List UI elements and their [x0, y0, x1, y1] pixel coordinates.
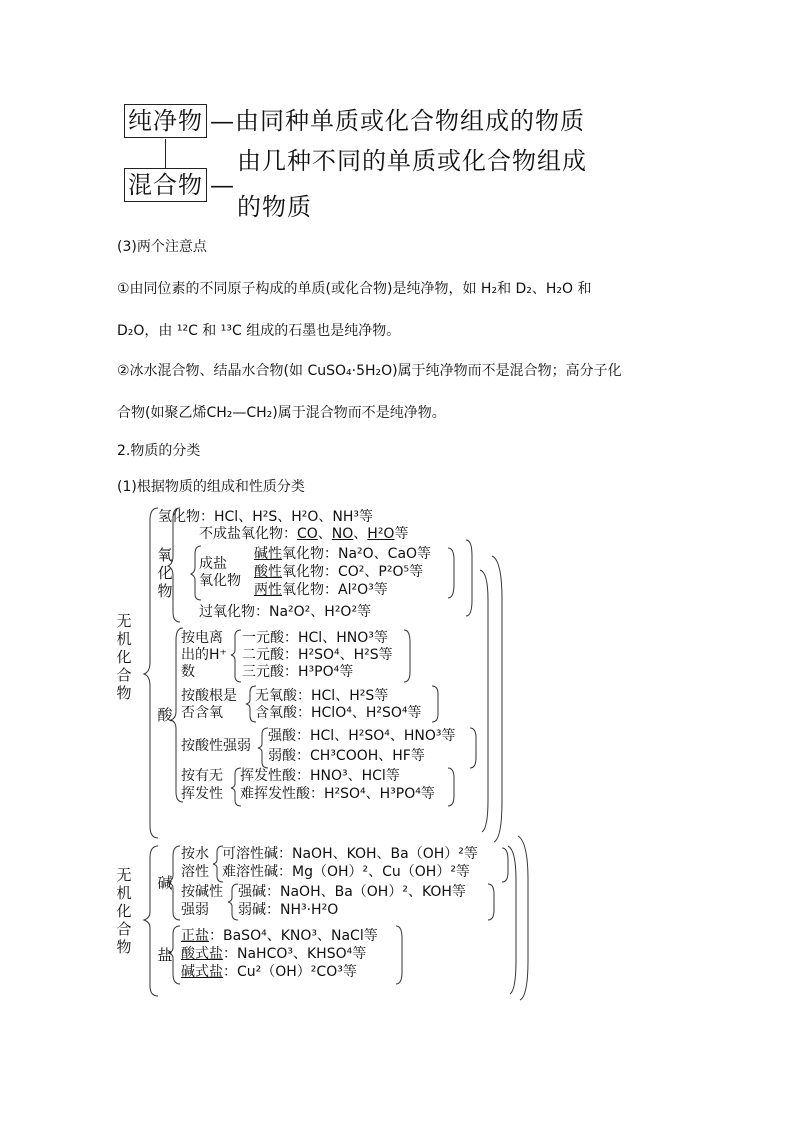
peroxide-row: 过氧化物：Na²O²、H²O²等 — [199, 604, 372, 620]
note2-line2: 合物(如聚乙烯CH₂—CH₂)属于混合物而不是纯净物。 — [117, 405, 446, 421]
strong-acid-row: 强酸：HCl、H²SO⁴、HNO³等 — [268, 728, 456, 744]
note1-line1: ①由同位素的不同原子构成的单质(或化合物)是纯净物，如 H₂和 D₂、H₂O 和 — [117, 281, 592, 297]
salt-forming-oxide-label-2: 氧化物 — [199, 573, 241, 589]
mixture-box: 混合物 — [124, 168, 207, 202]
mixture-dash: — — [210, 171, 235, 199]
hydride-row: 氢化物：HCl、H²S、H²O、NH³等 — [158, 509, 373, 525]
co-formula: CO — [297, 526, 318, 542]
pure-substance-box: 纯净物 — [124, 104, 207, 138]
basic-salt-row — [181, 964, 357, 980]
nonvolatile-acid-row: 难挥发性酸：H²SO⁴、H³PO⁴等 — [240, 786, 435, 802]
basic-keyword: 碱性 — [254, 546, 282, 562]
by-oxygen-label-2: 否含氧 — [181, 705, 223, 721]
by-h-label-2: 出的H⁺ — [181, 647, 227, 663]
oxygen-free-acid-row: 无氧酸：HCl、H²S等 — [255, 688, 389, 704]
salt-forming-oxide-label-1: 成盐 — [199, 556, 227, 572]
h2o-formula: H²O — [367, 526, 395, 542]
pure-substance-definition: —由同种单质或化合物组成的物质 — [210, 107, 585, 135]
weak-acid-row: 弱酸：CH³COOH、HF等 — [268, 748, 425, 764]
by-volatility-label-2: 挥发性 — [181, 786, 223, 802]
by-strength-label: 按酸性强弱 — [181, 738, 251, 754]
monobasic-acid-row: 一元酸：HCl、HNO³等 — [242, 630, 388, 646]
notes-heading: (3)两个注意点 — [117, 239, 207, 255]
acid-salt-text: ：NaHCO³、KHSO⁴等 — [223, 946, 367, 962]
by-h-label-1: 按电离 — [181, 630, 223, 646]
by-oxygen-label-1: 按酸根是 — [181, 688, 237, 704]
section-heading: 2.物质的分类 — [117, 443, 201, 459]
normal-salt-text: ：BaSO⁴、KNO³、NaCl等 — [209, 928, 378, 944]
mixture-definition-line1: 由几种不同的单质或化合物组成 — [237, 147, 587, 175]
mixture-definition-line2: 的物质 — [237, 193, 312, 221]
by-base-strength-label-1: 按碱性 — [181, 884, 223, 900]
acidic-keyword: 酸性 — [254, 564, 282, 580]
insoluble-base-row: 难溶性碱：Mg（OH）²、Cu（OH）²等 — [222, 864, 470, 880]
basic-salt-keyword: 碱式盐 — [181, 964, 223, 980]
strong-base-row: 强碱：NaOH、Ba（OH）²、KOH等 — [238, 884, 466, 900]
basic-salt-text: ：Cu²（OH）²CO³等 — [223, 964, 357, 980]
basic-oxide-text: 氧化物：Na²O、CaO等 — [282, 546, 432, 562]
acid-label: 酸 — [157, 706, 173, 724]
acid-salt-row — [181, 946, 366, 962]
by-solubility-label-1: 按水 — [181, 846, 209, 862]
amphoteric-keyword: 两性 — [254, 582, 282, 598]
non-salt-oxide-row — [199, 526, 408, 542]
inorganic-compound-label: 无机化合物 — [116, 612, 132, 702]
no-formula: NO — [331, 526, 354, 542]
oxide-label: 氧化物 — [157, 546, 173, 600]
non-salt-oxide-label: 不成盐氧化物： — [199, 526, 297, 542]
base-label: 碱 — [157, 874, 173, 892]
amphoteric-oxide-row — [254, 582, 388, 598]
connector-line — [165, 139, 166, 168]
acid-salt-keyword: 酸式盐 — [181, 946, 223, 962]
oxyacid-row: 含氧酸：HClO⁴、H²SO⁴等 — [255, 705, 422, 721]
acidic-oxide-text: 氧化物：CO²、P²O⁵等 — [282, 564, 424, 580]
suffix: 等 — [394, 526, 409, 542]
basic-oxide-row — [254, 546, 431, 562]
by-solubility-label-2: 溶性 — [181, 864, 209, 880]
separator: 、 — [353, 526, 368, 542]
section-subheading: (1)根据物质的组成和性质分类 — [117, 479, 305, 495]
weak-base-row: 弱碱：NH³·H²O — [238, 902, 339, 918]
separator: 、 — [317, 526, 332, 542]
by-base-strength-label-2: 强弱 — [181, 902, 209, 918]
salt-label: 盐 — [157, 946, 173, 964]
dibasic-acid-row: 二元酸：H²SO⁴、H²S等 — [242, 647, 393, 663]
soluble-base-row: 可溶性碱：NaOH、KOH、Ba（OH）²等 — [222, 846, 478, 862]
by-h-label-3: 数 — [181, 664, 195, 680]
volatile-acid-row: 挥发性酸：HNO³、HCl等 — [240, 768, 400, 784]
note1-line2: D₂O，由 ¹²C 和 ¹³C 组成的石墨也是纯净物。 — [117, 323, 401, 339]
normal-salt-row — [181, 928, 378, 944]
inorganic-compound-label-2: 无机化合物 — [116, 866, 132, 956]
amphoteric-oxide-text: 氧化物：Al²O³等 — [282, 582, 388, 598]
acidic-oxide-row — [254, 564, 423, 580]
tribasic-acid-row: 三元酸：H³PO⁴等 — [242, 664, 354, 680]
by-volatility-label-1: 按有无 — [181, 768, 223, 784]
normal-salt-keyword: 正盐 — [181, 928, 209, 944]
note2-line1: ②冰水混合物、结晶水合物(如 CuSO₄·5H₂O)属于纯净物而不是混合物；高分子化 — [117, 363, 622, 379]
